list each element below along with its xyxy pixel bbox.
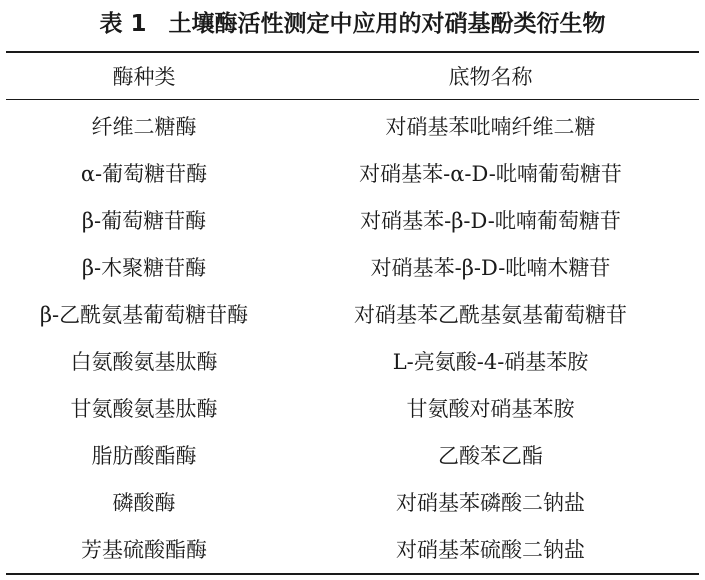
enzyme-cell: α-葡萄糖苷酶 <box>80 161 208 186</box>
table-row <box>6 290 699 337</box>
enzyme-cell: 甘氨酸氨基肽酶 <box>70 396 218 421</box>
table-title: 土壤酶活性测定中应用的对硝基酚类衍生物 <box>168 11 606 37</box>
substrate-cell: 对硝基苯硫酸二钠盐 <box>396 537 585 562</box>
enzyme-cell: β-乙酰氨基葡萄糖苷酶 <box>39 302 249 327</box>
substrate-cell: 对硝基苯吡喃纤维二糖 <box>385 114 596 139</box>
substrate-cell: 对硝基苯-α-D-吡喃葡萄糖苷 <box>359 161 622 186</box>
enzyme-cell: 脂肪酸酯酶 <box>91 443 197 468</box>
substrate-cell: 对硝基苯乙酰基氨基葡萄糖苷 <box>354 302 627 327</box>
enzyme-cell: β-葡萄糖苷酶 <box>81 208 207 233</box>
table-row <box>6 337 699 384</box>
substrate-cell: 对硝基苯-β-D-吡喃木糖苷 <box>370 255 611 280</box>
table-row <box>6 478 699 525</box>
substrate-cell: 甘氨酸对硝基苯胺 <box>406 396 575 421</box>
enzyme-cell: 纤维二糖酶 <box>91 114 197 139</box>
table-header <box>6 53 699 99</box>
table-row <box>6 243 699 290</box>
enzyme-cell: 白氨酸氨基肽酶 <box>70 349 218 374</box>
table-body <box>6 102 699 572</box>
table-number: 表 1 <box>99 11 147 37</box>
substrate-cell: 对硝基苯磷酸二钠盐 <box>396 490 585 515</box>
substrate-cell: L-亮氨酸-4-硝基苯胺 <box>392 349 589 374</box>
enzyme-cell: 磷酸酶 <box>112 490 176 515</box>
enzyme-cell: 芳基硫酸酯酶 <box>81 537 207 562</box>
substrate-cell: 对硝基苯-β-D-吡喃葡萄糖苷 <box>360 208 621 233</box>
table-row <box>6 102 699 149</box>
enzyme-cell: β-木聚糖苷酶 <box>81 255 207 280</box>
table-row <box>6 384 699 431</box>
table-row <box>6 431 699 478</box>
header-rule <box>6 99 699 100</box>
table-row <box>6 525 699 572</box>
table-caption <box>0 6 705 42</box>
substrate-cell: 乙酸苯乙酯 <box>438 443 543 468</box>
table-row <box>6 149 699 196</box>
table-row <box>6 196 699 243</box>
bottom-rule <box>6 573 699 575</box>
header-enzyme-type: 酶种类 <box>112 65 176 89</box>
header-row <box>6 53 699 99</box>
header-substrate-name: 底物名称 <box>448 65 533 89</box>
